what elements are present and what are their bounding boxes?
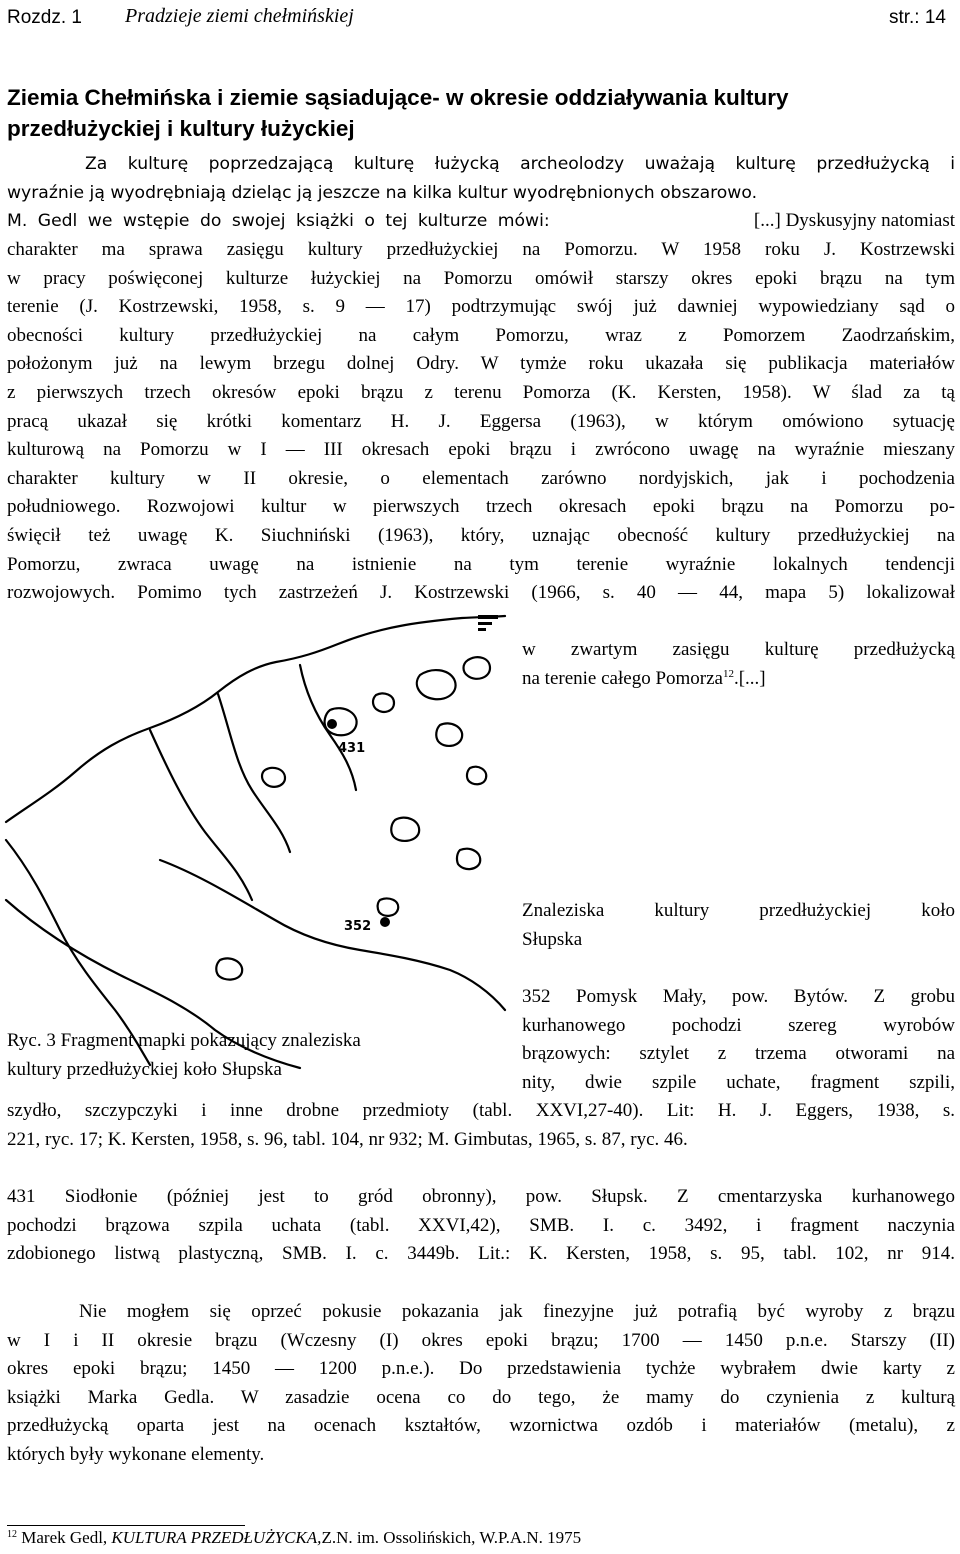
quote-line: kulturową na Pomorzu w I — III okresach epoki brązu i zwrócono uwagę na wyraźnie mieszany (7, 439, 955, 461)
entry-431 (7, 1183, 955, 1269)
section-title-line-2: przedłużyckiej i kultury łużyckiej (7, 116, 355, 141)
map-lake (216, 958, 242, 979)
quote-line: z pierwszych trzech okresów epoki brązu z terenu Pomorza (K. Kersten, 1958). W ślad za tą (7, 381, 955, 403)
quote-paragraph (7, 236, 955, 608)
footnote-book-title: KULTURA PRZEDŁUŻYCKA, (111, 1528, 322, 1547)
quote-line-last: na terenie całego Pomorza$^{12}$.[...] (522, 667, 766, 689)
quote-line: południowego. Rozwojowi kultur w pierwszych trzech okresach epoki brązu na Pomorzu po- (7, 496, 955, 518)
map-lake (464, 657, 491, 679)
quote-line: charakter ma sprawa zasięgu kultury przedłużyckiej na Pomorzu. W 1958 roku J. Kostrzewski (7, 239, 955, 260)
closing-line: książki Marka Gedla. W zasadzie ocena co do tego, że mamy do czynienia z kulturą (7, 1386, 955, 1408)
map-coastline (6, 616, 505, 822)
map-lake (262, 768, 285, 787)
quote-line: rozwojowych. Pomimo tych zastrzeżeń J. Kostrzewski (1966, s. 40 — 44, mapa 5) lokalizował (7, 582, 955, 604)
map-lake (373, 693, 394, 711)
footnote-reference: 12 (722, 667, 734, 680)
map-lake (417, 670, 456, 699)
site-marker-352 (380, 917, 390, 927)
figure-caption-left (7, 1027, 361, 1084)
quote-line: położonym już na lewym brzegu dolnej Odry. W tymże roku ukazała się publikacja materiałów (7, 353, 955, 375)
closing-line: Nie mogłem się oprzeć pokusie pokazania jak finezyjne już potrafią być wyroby z brązu (79, 1301, 955, 1322)
map-label-431: 431 (338, 741, 366, 756)
quote-line: w zwartym zasięgu kulturę przedłużycką (522, 639, 955, 660)
header-page-number: str.: 14 (888, 7, 946, 28)
map-river (300, 665, 356, 790)
intro-line: M. Gedl we wstępie do swojej książki o tej kulturze mówi: (7, 211, 550, 231)
entry-line: pochodzi brązowa szpila uchata (tabl. XXVI,42), SMB. I. c. 3492, i fragment naczynia (7, 1214, 955, 1236)
entry-line: 352 Pomysk Mały, pow. Bytów. Z grobu (522, 986, 955, 1007)
footnote-mark: 12 (7, 1529, 17, 1540)
caption-line: Ryc. 3 Fragment mapki pokazujący znaleziska (7, 1030, 361, 1051)
entry-352-continuation (7, 1097, 955, 1154)
footnote (7, 1527, 581, 1549)
caption-line: kultury przedłużyckiej koło Słupska (7, 1058, 282, 1080)
map-border (160, 860, 505, 1010)
header-chapter: Rozdz. 1 (7, 7, 82, 28)
entry-line: szydło, szczypczyki i inne drobne przedmioty (tabl. XXVI,27-40). Lit: H. J. Eggers, 1938, s. (7, 1100, 955, 1121)
closing-line: przedłużycką oparta jest na ocenach kształtów, wzornictwa ozdób i materiałów (metalu), z (7, 1415, 955, 1437)
quote-line: obecności kultury przedłużyckiej na całym Pomorzu, wraz z Pomorzem Zaodrzańskim, (7, 324, 955, 346)
quote-continuation (522, 636, 955, 693)
entry-line: brązowych: sztylet z trzema otworami na (522, 1043, 955, 1065)
map-lake (467, 767, 486, 785)
intro-quote-joined-line (7, 207, 955, 236)
closing-line: w I i II okresie brązu (Wczesny (I) okres epoki brązu; 1700 — 1450 p.n.e. Starszy (II) (7, 1329, 955, 1351)
entry-line: zdobionego listwą plastyczną, SMB. I. c. 3449b. Lit.: K. Kersten, 1958, s. 95, tabl. 102, nr 914. (7, 1243, 955, 1265)
map-river (218, 694, 290, 852)
quote-line: w pracy poświęconej kulturze łużyckiej na Pomorzu omówił starszy okres epoki brązu na tym (7, 267, 955, 289)
map-lake (391, 818, 419, 841)
quote-line: pracą ukazał się krótki komentarz H. J. Eggersa (1963), w którym omówiono sytuację (7, 410, 955, 432)
footnote-separator (7, 1525, 245, 1526)
closing-line: okres epoki brązu; 1450 — 1200 p.n.e.). Do przedstawienia tychże wybrałem dwie karty z (7, 1358, 955, 1380)
intro-paragraph (7, 150, 955, 207)
header-running-title: Pradzieje ziemi chełmińskiej (125, 5, 354, 27)
quote-line: święcił też uwagę K. Siuchniński (1963), który, uznając obecność kultury przedłużyckiej na (7, 524, 955, 546)
map-figure (0, 600, 515, 1070)
entry-line: 221, ryc. 17; K. Kersten, 1958, s. 96, tabl. 104, nr 932; M. Gimbutas, 1965, s. 87, ryc. 46. (7, 1128, 688, 1150)
intro-line: Za kulturę poprzedzającą kulturę łużycką archeolodzy uważają kulturę przedłużycką i (85, 154, 955, 174)
figure-caption-right (522, 897, 955, 954)
entry-line: nity, dwie szpile uchate, fragment szpili, (522, 1071, 955, 1093)
map-lake (378, 898, 399, 915)
closing-line: których były wykonane elementy. (7, 1443, 265, 1465)
map-label-352: 352 (344, 919, 372, 934)
entry-line: kurhanowego pochodzi szereg wyrobów (522, 1014, 955, 1036)
north-arrow-icon (478, 615, 498, 631)
entry-352-column (522, 983, 955, 1097)
map-lake (436, 723, 462, 746)
intro-line: wyraźnie ją wyodrębniają dzieląc ją jeszcze na kilka kultur wyodrębnionych obszarowo. (7, 182, 758, 203)
footnote-author: Marek Gedl, (21, 1528, 112, 1547)
caption-line: Słupska (522, 928, 583, 950)
site-marker-431 (327, 719, 337, 729)
quote-line: charakter kultury w II okresie, o elementach zarówno nordyjskich, jak i pochodzenia (7, 467, 955, 489)
quote-line: terenie (J. Kostrzewski, 1958, s. 9 — 17) podtrzymując swój już dawniej wypowiedziany sąd o (7, 296, 955, 318)
section-title (7, 82, 952, 144)
map-lake (457, 849, 480, 869)
quote-line: [...] Dyskusyjny natomiast (753, 210, 955, 231)
closing-paragraph (7, 1298, 955, 1470)
quote-line: Pomorzu, zwraca uwagę na istnienie na tym terenie wyraźnie lokalnych tendencji (7, 553, 955, 575)
entry-line: 431 Siodłonie (później jest to gród obronny), pow. Słupsk. Z cmentarzyska kurhanowego (7, 1186, 955, 1207)
section-title-line-1: Ziemia Chełmińska i ziemie sąsiadujące- w okresie oddziaływania kultury (7, 85, 789, 110)
footnote-publisher: Z.N. im. Ossolińskich, W.P.A.N. 1975 (321, 1528, 582, 1547)
caption-line: Znaleziska kultury przedłużyckiej koło (522, 900, 955, 921)
